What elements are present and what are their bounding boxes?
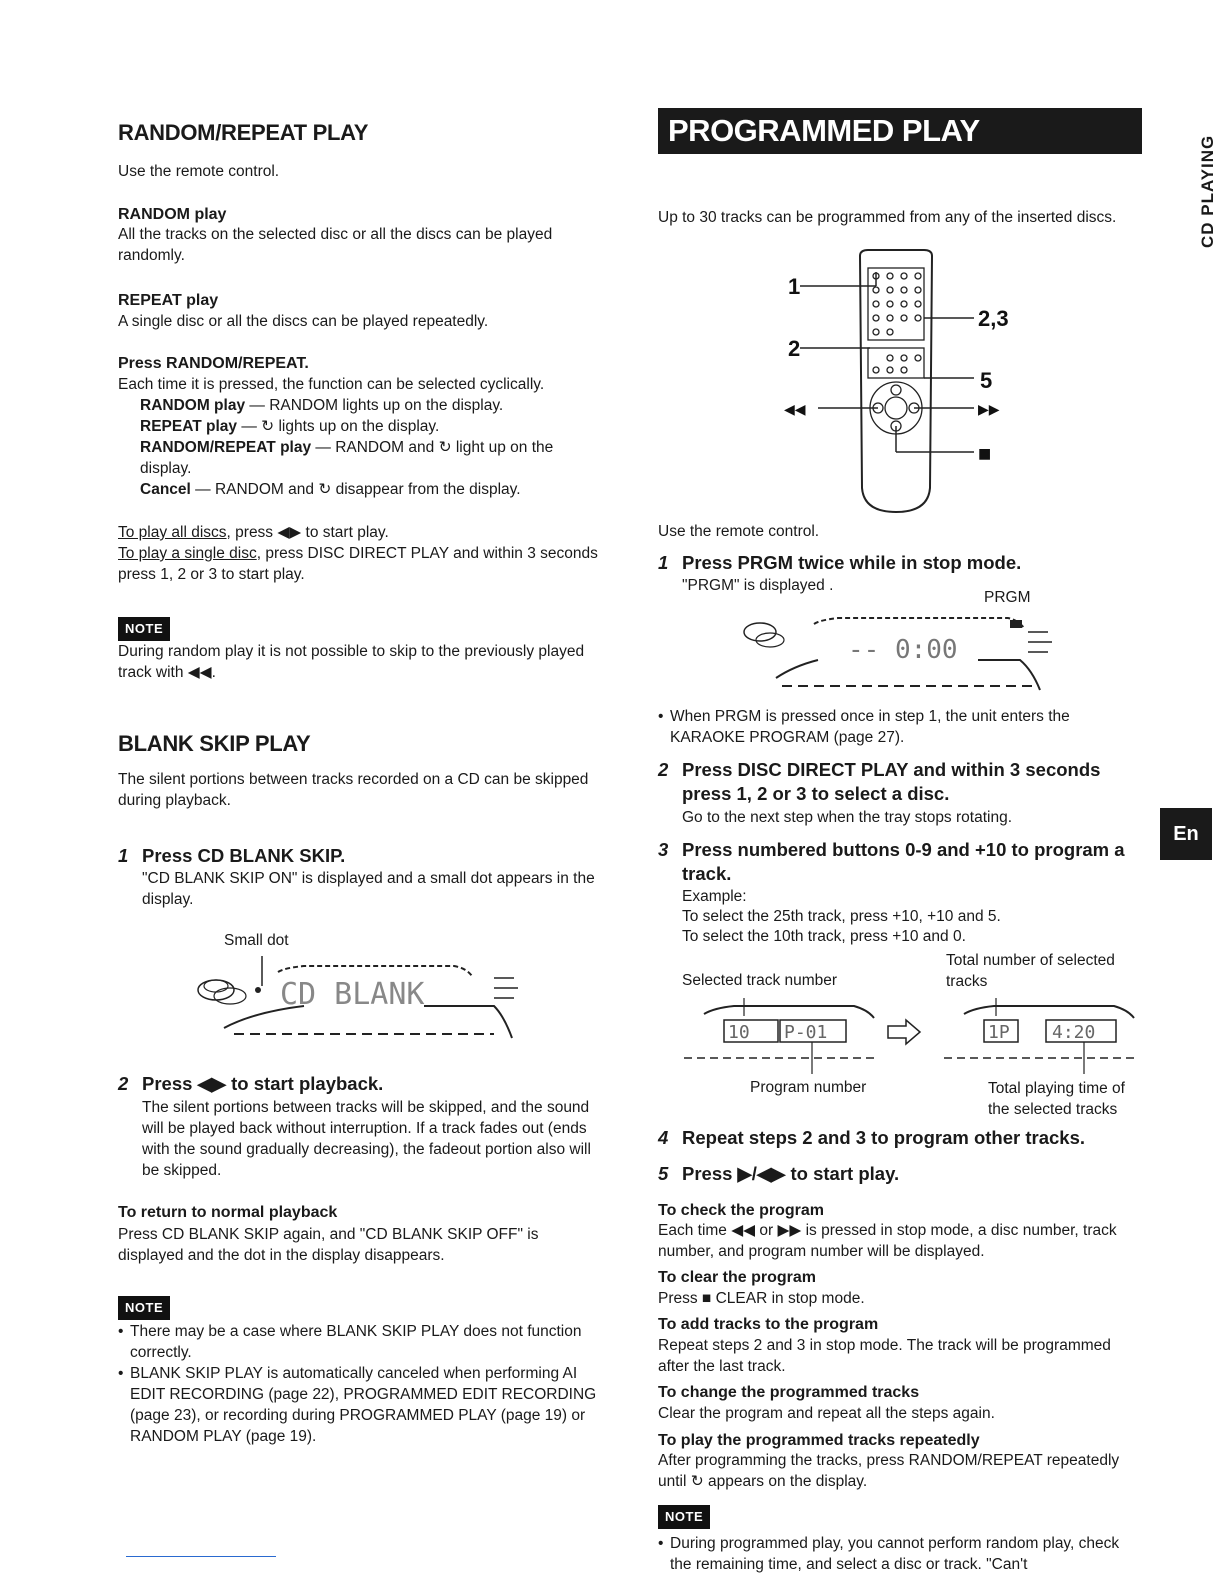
blank-step-2: 2 Press ◀▶ to start playback. (118, 1073, 384, 1094)
blank-skip-intro: The silent portions between tracks recorded on a CD can be skipped during playback. (118, 771, 589, 810)
random-text: All the tracks on the selected disc or all the discs can be played randomly. (118, 226, 553, 265)
selected-track-label: Selected track number (682, 972, 838, 989)
return-heading: To return to normal playback (118, 1204, 338, 1221)
total-time-label: Total playing time of the selected tracks (988, 1080, 1125, 1119)
stop-icon: ■ (978, 446, 992, 462)
note-badge: NOTE (118, 617, 170, 641)
lcd-text: 4:20 (1052, 1022, 1096, 1043)
blank-step-1: 1 Press CD BLANK SKIP. (118, 845, 346, 866)
return-text: Press CD BLANK SKIP again, and "CD BLANK SKIP OFF" is displayed and the dot in the display disappears. (118, 1226, 539, 1265)
cycle-item: Cancel — RANDOM and ↻ disappear from the display. (140, 481, 521, 499)
note-item: • BLANK SKIP PLAY is automatically canceled when performing AI EDIT RECORDING (page 22), PROGRAMMED EDIT RECORDING (page 23), or recording during PROGRAMMED PLAY (page 19) or RANDOM PLAY (page 19). (118, 1365, 597, 1446)
rewind-icon: ◀◀ (784, 402, 806, 418)
blank-notes (118, 1321, 608, 1447)
track-select-displays (674, 998, 1144, 1074)
prog-step-4: 4 Repeat steps 2 and 3 to program other tracks. (658, 1127, 1086, 1148)
check-heading: To check the program (658, 1202, 824, 1219)
press-text: Each time it is pressed, the function can be selected cyclically. (118, 376, 545, 393)
lcd-text: 10 (728, 1022, 750, 1043)
lcd-text: P-01 (784, 1022, 828, 1043)
prog-step-1: 1 Press PRGM twice while in stop mode. (658, 552, 1022, 573)
callout-1: 1 (788, 274, 801, 299)
play-all-discs: To play all discs, press ◀▶ to start play. (118, 524, 389, 541)
check-text: Each time ◀◀ or ▶▶ is pressed in stop mode, a disc number, track number, and program number will be displayed. (658, 1222, 1117, 1261)
change-text: Clear the program and repeat all the steps again. (658, 1405, 995, 1422)
prog-intro: Up to 30 tracks can be programmed from any of the inserted discs. (658, 209, 1117, 226)
example-2: To select the 10th track, press +10 and 0. (682, 928, 966, 945)
note-badge: NOTE (118, 1296, 170, 1320)
change-heading: To change the programmed tracks (658, 1384, 920, 1401)
repeat-text: After programming the tracks, press RANDOM/REPEAT repeatedly until ↻ appears on the display. (658, 1452, 1120, 1491)
step-1-bullet: • When PRGM is pressed once in step 1, the unit enters the KARAOKE PROGRAM (page 27). (658, 708, 1070, 747)
random-repeat-title: RANDOM/REPEAT PLAY (118, 120, 369, 145)
callout-5: 5 (980, 368, 993, 393)
press-heading: Press RANDOM/REPEAT. (118, 355, 309, 372)
repeat-heading: To play the programmed tracks repeatedly (658, 1432, 980, 1449)
example-label: Example: (682, 888, 747, 905)
note-badge: NOTE (658, 1505, 710, 1529)
clear-heading: To clear the program (658, 1269, 816, 1286)
program-number-label: Program number (750, 1079, 867, 1096)
repeat-text: A single disc or all the discs can be played repeatedly. (118, 313, 489, 330)
blank-step-2-text: The silent portions between tracks will be skipped, and the sound will be played back without interruption. If a track fades out (ends with the sound gradually decreasing), the fadeout portion also will be skipped. (142, 1099, 591, 1180)
random-repeat-intro: Use the remote control. (118, 163, 280, 180)
prog-note: • During programmed play, you cannot perform random play, check the remaining time, and select a disc or track. "Can't (658, 1535, 1120, 1574)
prog-step-3: 3 Press numbered buttons 0-9 and +10 to program a track. (658, 839, 1125, 885)
clear-text: Press ■ CLEAR in stop mode. (658, 1290, 865, 1307)
lcd-text: CD BLANK (280, 977, 425, 1012)
cycle-item: REPEAT play — ↻ lights up on the display. (140, 418, 440, 436)
fast-forward-icon: ▶▶ (978, 402, 1000, 418)
cycle-item: RANDOM play — RANDOM lights up on the display. (140, 397, 504, 414)
add-text: Repeat steps 2 and 3 in stop mode. The track will be programmed after the last track. (658, 1337, 1111, 1376)
repeat-heading: REPEAT play (118, 292, 219, 309)
use-remote: Use the remote control. (658, 523, 820, 540)
prog-step-1-text: "PRGM" is displayed . (682, 577, 834, 594)
example-1: To select the 25th track, press +10, +10 and 5. (682, 908, 1001, 925)
language-tab: En (1160, 808, 1212, 860)
small-dot-label: Small dot (224, 932, 289, 949)
callout-2-3: 2,3 (978, 306, 1009, 331)
total-number-label: Total number of selected tracks (946, 952, 1115, 991)
note-item: • There may be a case where BLANK SKIP PLAY does not function correctly. (118, 1323, 582, 1362)
cycle-list (118, 395, 606, 500)
callout-2: 2 (788, 336, 801, 361)
note-text: During random play it is not possible to skip to the previously played track with ◀◀. (118, 643, 585, 682)
prog-step-2: 2 Press DISC DIRECT PLAY and within 3 seconds press 1, 2 or 3 to select a disc. (658, 759, 1101, 805)
add-heading: To add tracks to the program (658, 1316, 879, 1333)
blank-skip-display (194, 952, 524, 1044)
footer-rule (126, 1556, 276, 1557)
lcd-text: -- 0:00 (848, 635, 958, 665)
programmed-play-banner: PROGRAMMED PLAY (658, 108, 1142, 154)
cycle-item: RANDOM/REPEAT play — RANDOM and ↻ light up on the display. (140, 439, 554, 478)
prgm-label: PRGM (984, 589, 1031, 606)
lcd-text: 1P (988, 1022, 1010, 1043)
remote-control-diagram (778, 248, 1018, 520)
prog-step-5: 5 Press ▶/◀▶ to start play. (658, 1163, 900, 1184)
prgm-display (738, 610, 1058, 694)
blank-step-1-text: "CD BLANK SKIP ON" is displayed and a small dot appears in the display. (142, 870, 595, 909)
prog-step-2-text: Go to the next step when the tray stops rotating. (682, 809, 1012, 826)
random-heading: RANDOM play (118, 206, 227, 223)
blank-skip-title: BLANK SKIP PLAY (118, 731, 311, 756)
section-tab: CD PLAYING (1198, 134, 1217, 248)
play-single-disc: To play a single disc, press DISC DIRECT PLAY and within 3 seconds press 1, 2 or 3 to start play. (118, 545, 598, 584)
